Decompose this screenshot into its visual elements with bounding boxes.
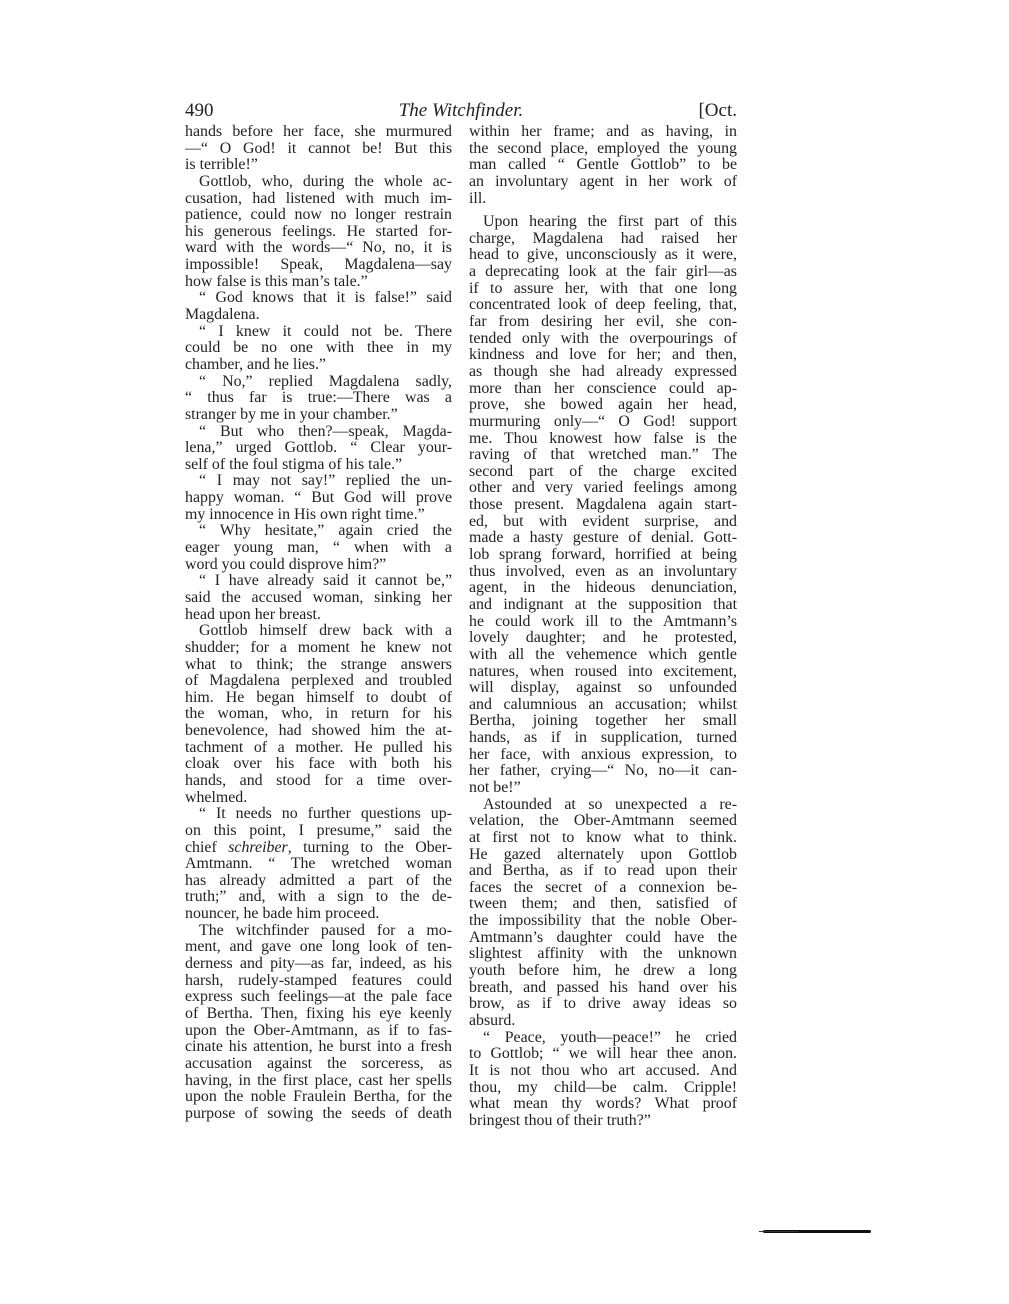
text-line: has already admitted a part of the xyxy=(185,872,452,889)
text-line: youth before him, he drew a long xyxy=(469,963,737,980)
text-line: patience, could now no longer restrain xyxy=(185,207,452,224)
running-month: [Oct. xyxy=(698,100,737,121)
text-line: an involuntary agent in her work of xyxy=(469,173,737,190)
text-line: benevolence, had showed him the at- xyxy=(185,723,452,740)
text-line: tachment of a mother. He pulled his xyxy=(185,739,452,756)
text-line: man called “ Gentle Gottlob” to be xyxy=(469,157,737,174)
text-line: slightest affinity with the unknown xyxy=(469,946,737,963)
text-line: It is not thou who art accused. And xyxy=(469,1062,737,1079)
text-line: murmuring only—“ O God! support xyxy=(469,413,737,430)
text-line: ment, and gave one long look of ten- xyxy=(185,939,452,956)
text-line: second part of the charge excited xyxy=(469,463,737,480)
text-line: far from desiring her evil, she con- xyxy=(469,314,737,331)
text-line: self of the foul stigma of his tale.” xyxy=(185,456,403,473)
text-line: ill. xyxy=(469,190,487,207)
text-line: her face, with anxious expression, to xyxy=(469,746,737,763)
text-line: my innocence in His own right time.” xyxy=(185,506,425,523)
text-line: upon the noble Fraulein Bertha, for the xyxy=(185,1089,452,1106)
text-line: hands, and stood for a time over- xyxy=(185,772,452,789)
left-column xyxy=(185,124,452,1122)
text-line: the woman, who, in return for his xyxy=(185,706,452,723)
text-line: to Gottlob; “ we will hear thee anon. xyxy=(469,1046,737,1063)
text-line: —“ O God! it cannot be! But this xyxy=(185,140,452,157)
text-line: head to give, unconsciously as it were, xyxy=(469,247,737,264)
text-line: chief schreiber, turning to the Ober- xyxy=(185,839,452,856)
text-line: head upon her breast. xyxy=(185,606,321,623)
text-line: within her frame; and as having, in xyxy=(469,124,737,140)
text-line: agent, in the hideous denunciation, xyxy=(469,580,737,597)
text-line: “ Why hesitate,” again cried the xyxy=(199,523,452,540)
text-line: “ No,” replied Magdalena sadly, xyxy=(199,373,452,390)
text-line: a deprecating look at the fair girl—as xyxy=(469,264,737,281)
text-line: me. Thou knowest how false is the xyxy=(469,430,737,447)
text-line: Astounded at so unexpected a re- xyxy=(483,796,737,813)
text-line: “ I have already said it cannot be,” xyxy=(199,573,452,590)
text-line: faces the secret of a connexion be- xyxy=(469,879,737,896)
text-line: tended only with the overpourings of xyxy=(469,330,737,347)
text-line: on this point, I presume,” said the xyxy=(185,822,452,839)
text-line: having, in the first place, cast her spells xyxy=(185,1072,452,1089)
text-line: “ I knew it could not be. There xyxy=(199,323,452,340)
text-line: lena,” urged Gottlob. “ Clear your- xyxy=(185,440,452,457)
text-line: those present. Magdalena again start- xyxy=(469,497,737,514)
text-line: shudder; for a moment he knew not xyxy=(185,639,452,656)
text-line: express such feelings—at the pale face xyxy=(185,989,452,1006)
text-line: ed, but with evident surprise, and xyxy=(469,513,737,530)
text-line: made a hasty gesture of denial. Gott- xyxy=(469,530,737,547)
text-line: Upon hearing the first part of this xyxy=(483,214,737,231)
text-line: lob sprang forward, horrified at being xyxy=(469,547,737,564)
text-line: him. He began himself to doubt of xyxy=(185,689,452,706)
text-line: thou, my child—be calm. Cripple! xyxy=(469,1079,737,1096)
text-line: upon the Ober-Amtmann, as if to fas- xyxy=(185,1022,452,1039)
text-line: hands before her face, she murmured xyxy=(185,124,452,140)
text-line: “ But who then?—speak, Magda- xyxy=(199,423,452,440)
page-number: 490 xyxy=(185,100,214,121)
text-line: could be no one with thee in my xyxy=(185,340,452,357)
paragraph-gap xyxy=(469,207,737,214)
text-line: breath, and passed his hand over his xyxy=(469,979,737,996)
text-line: his generous feelings. He started for- xyxy=(185,223,452,240)
text-line: Gottlob himself drew back with a xyxy=(199,623,452,640)
text-line: bringest thou of their truth?” xyxy=(469,1112,651,1129)
text-line: absurd. xyxy=(469,1012,516,1029)
text-line: velation, the Ober-Amtmann seemed xyxy=(469,813,737,830)
text-line: at first not to know what to think. xyxy=(469,829,737,846)
text-line: charge, Magdalena had raised her xyxy=(469,230,737,247)
text-line: whelmed. xyxy=(185,789,248,806)
text-line: “ thus far is true:—There was a xyxy=(185,390,452,407)
text-line: how false is this man’s tale.” xyxy=(185,273,368,290)
text-line: not be!” xyxy=(469,779,521,796)
text-line: accusation against the sorceress, as xyxy=(185,1055,452,1072)
text-line: “ Peace, youth—peace!” he cried xyxy=(483,1029,737,1046)
text-line: Amtmann. “ The wretched woman xyxy=(185,856,452,873)
text-line: what to think; the strange answers xyxy=(185,656,452,673)
text-line: the impossibility that the noble Ober- xyxy=(469,913,737,930)
text-line: eager young man, “ when with a xyxy=(185,540,452,557)
text-line: word you could disprove him?” xyxy=(185,556,387,573)
text-line: more than her conscience could ap- xyxy=(469,380,737,397)
text-line: and indignant at the supposition that xyxy=(469,596,737,613)
text-line: other and very varied feelings among xyxy=(469,480,737,497)
text-line: brow, as if to drive away ideas so xyxy=(469,996,737,1013)
text-line: Bertha, joining together her small xyxy=(469,713,737,730)
text-line: concentrated look of deep feeling, that, xyxy=(469,297,737,314)
text-line: Amtmann’s daughter could have the xyxy=(469,929,737,946)
text-line: impossible! Speak, Magdalena—say xyxy=(185,257,452,274)
text-line: stranger by me in your chamber.” xyxy=(185,406,398,423)
text-line: as though she had already expressed xyxy=(469,363,737,380)
text-line: cusation, had listened with much im- xyxy=(185,190,452,207)
text-line: he could work ill to the Amtmann’s xyxy=(469,613,737,630)
text-line: what mean thy words? What proof xyxy=(469,1096,737,1113)
text-line: truth;” and, with a sign to the de- xyxy=(185,889,452,906)
text-line: harsh, rudely-stamped features could xyxy=(185,972,452,989)
text-line: raving of that wretched man.” The xyxy=(469,447,737,464)
text-line: prove, she bowed again her head, xyxy=(469,397,737,414)
text-line: said the accused woman, sinking her xyxy=(185,589,452,606)
text-line: chamber, and he lies.” xyxy=(185,356,326,373)
text-line: and Bertha, as if to read upon their xyxy=(469,863,737,880)
text-line: of Magdalena perplexed and troubled xyxy=(185,673,452,690)
text-line: “ It needs no further questions up- xyxy=(199,806,452,823)
text-line: hands, as if in supplication, turned xyxy=(469,730,737,747)
text-line: with all the vehemence which gentle xyxy=(469,646,737,663)
text-line: if to assure her, with that one long xyxy=(469,280,737,297)
text-line: happy woman. “ But God will prove xyxy=(185,490,452,507)
text-line: He gazed alternately upon Gottlob xyxy=(469,846,737,863)
text-line: cloak over his face with both his xyxy=(185,756,452,773)
text-line: Gottlob, who, during the whole ac- xyxy=(199,173,452,190)
text-line: derness and pity—as far, indeed, as his xyxy=(185,956,452,973)
text-line: ward with the words—“ No, no, it is xyxy=(185,240,452,257)
text-line: “ I may not say!” replied the un- xyxy=(199,473,452,490)
text-line: cinate his attention, he burst into a fresh xyxy=(185,1039,452,1056)
end-rule xyxy=(763,1230,871,1233)
text-line: lovely daughter; and he protested, xyxy=(469,630,737,647)
text-line: nouncer, he bade him proceed. xyxy=(185,906,380,923)
text-line: purpose of sowing the seeds of death xyxy=(185,1105,452,1122)
right-column xyxy=(469,124,737,1129)
text-line: kindness and love for her; and then, xyxy=(469,347,737,364)
text-line: will display, against so unfounded xyxy=(469,680,737,697)
text-line: the second place, employed the young xyxy=(469,140,737,157)
text-line: thus involved, even as an involuntary xyxy=(469,563,737,580)
text-line: tween them; and then, satisfied of xyxy=(469,896,737,913)
text-line: of Bertha. Then, fixing his eye keenly xyxy=(185,1005,452,1022)
running-title: The Witchfinder. xyxy=(398,100,524,121)
text-line: her father, crying—“ No, no—it can- xyxy=(469,763,737,780)
text-line: “ God knows that it is false!” said xyxy=(199,290,452,307)
text-line: and calumnious an accusation; whilst xyxy=(469,696,737,713)
text-line: natures, when roused into excitement, xyxy=(469,663,737,680)
text-line: Magdalena. xyxy=(185,307,260,324)
text-line: is terrible!” xyxy=(185,157,258,174)
text-line: The witchfinder paused for a mo- xyxy=(199,922,452,939)
